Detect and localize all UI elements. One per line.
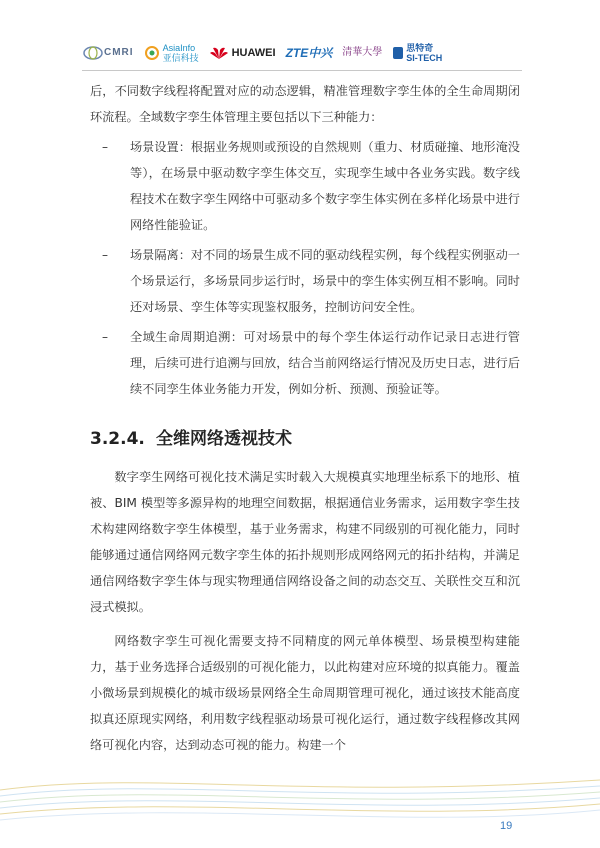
sitech-logo-text: 思特奇 — [406, 43, 434, 53]
body-paragraph: 数字孪生网络可视化技术满足实时载入大规模真实地理坐标系下的地形、植被、BIM 模型等多源异构的地理空间数据，根据通信业务需求，运用数字孪生技术构建网络数字孪生体模型，基于业务需求，构建不同级别的可视化能力，同时能够通过通信网络网元数字孪生体的拓扑规则形成网络网元的拓扑结构，并满足通信网络数字孪生体与现实物理通信网络设备之间的动态交互、关联性交互和沉浸式模拟。 — [90, 470, 520, 614]
bullet-item — [90, 242, 520, 320]
tsinghua-logo-text: 清華大學 — [342, 47, 383, 58]
bullet-text-lifecycle-tracing: 全域生命周期追溯：可对场景中的每个孪生体运行动作记录日志进行管理，后续可进行追溯与回放，结合当前网络运行情况及历史日志，进行后续不同孪生体业务能力开发，例如分析、预测、预验证等。 — [130, 330, 520, 396]
asiainfo-mark-icon — [144, 45, 160, 61]
header-divider — [82, 70, 522, 71]
bullet-dash: – — [102, 330, 108, 344]
bullet-item — [90, 134, 520, 238]
partner-logos — [82, 40, 452, 66]
page-content — [90, 78, 520, 758]
bullet-dash: – — [102, 248, 108, 262]
zte-logo — [286, 47, 333, 59]
bullet-dash: – — [102, 140, 108, 154]
sitech-mark-icon — [392, 46, 404, 60]
body-paragraph: 网络数字孪生可视化需要支持不同精度的网元单体模型、场景模型构建能力，基于业务选择合适级别的可视化能力，以此构建对应环境的拟真能力。覆盖小微场景到规模化的城市级场景网络全生命周期管理可视化，通过该技术能高度拟真还原现实网络，利用数字线程驱动场景可视化运行，通过数字线程修改其网络可视化内容，达到动态可视的能力。构建一个 — [90, 634, 520, 752]
intro-paragraph: 后，不同数字线程将配置对应的动态逻辑，精准管理数字孪生体的全生命周期闭环流程。全域数字孪生体管理主要包括以下三种能力： — [90, 84, 520, 124]
page-number: 19 — [500, 820, 513, 832]
zte-logo-text: ZTE中兴 — [285, 46, 333, 60]
sitech-logo-subtext: SI-TECH — [406, 53, 443, 63]
asiainfo-logo-text: AsiaInfo — [162, 43, 196, 53]
cmri-logo-text: CMRI — [104, 47, 134, 58]
cmri-globe-icon — [82, 44, 104, 62]
asiainfo-logo — [144, 43, 199, 63]
huawei-petal-icon — [209, 45, 229, 61]
huawei-logo — [209, 45, 276, 61]
sitech-logo — [392, 43, 442, 63]
tsinghua-logo — [342, 47, 382, 59]
bullet-text-scene-isolation: 场景隔离：对不同的场景生成不同的驱动线程实例，每个线程实例驱动一个场景运行，多场景同步运行时，场景中的孪生体实例互相不影响。同时还对场景、孪生体等实现鉴权服务，控制访问安全性。 — [130, 248, 520, 314]
bullet-item — [90, 324, 520, 402]
section-title: 全维网络透视技术 — [156, 429, 292, 449]
huawei-logo-text: HUAWEI — [231, 47, 276, 59]
section-number: 3.2.4. — [90, 429, 145, 449]
asiainfo-logo-subtext: 亚信科技 — [162, 53, 199, 63]
cmri-logo — [82, 44, 134, 62]
page-header — [0, 0, 600, 72]
bullet-text-scene-setting: 场景设置：根据业务规则或预设的自然规则（重力、材质碰撞、地形淹没等），在场景中驱动数字孪生体交互，实现孪生域中各业务实践。数字线程技术在数字孪生网络中可驱动多个数字孪生体实例在多样化场景中进行网络性能验证。 — [130, 140, 520, 232]
section-heading — [90, 424, 520, 454]
